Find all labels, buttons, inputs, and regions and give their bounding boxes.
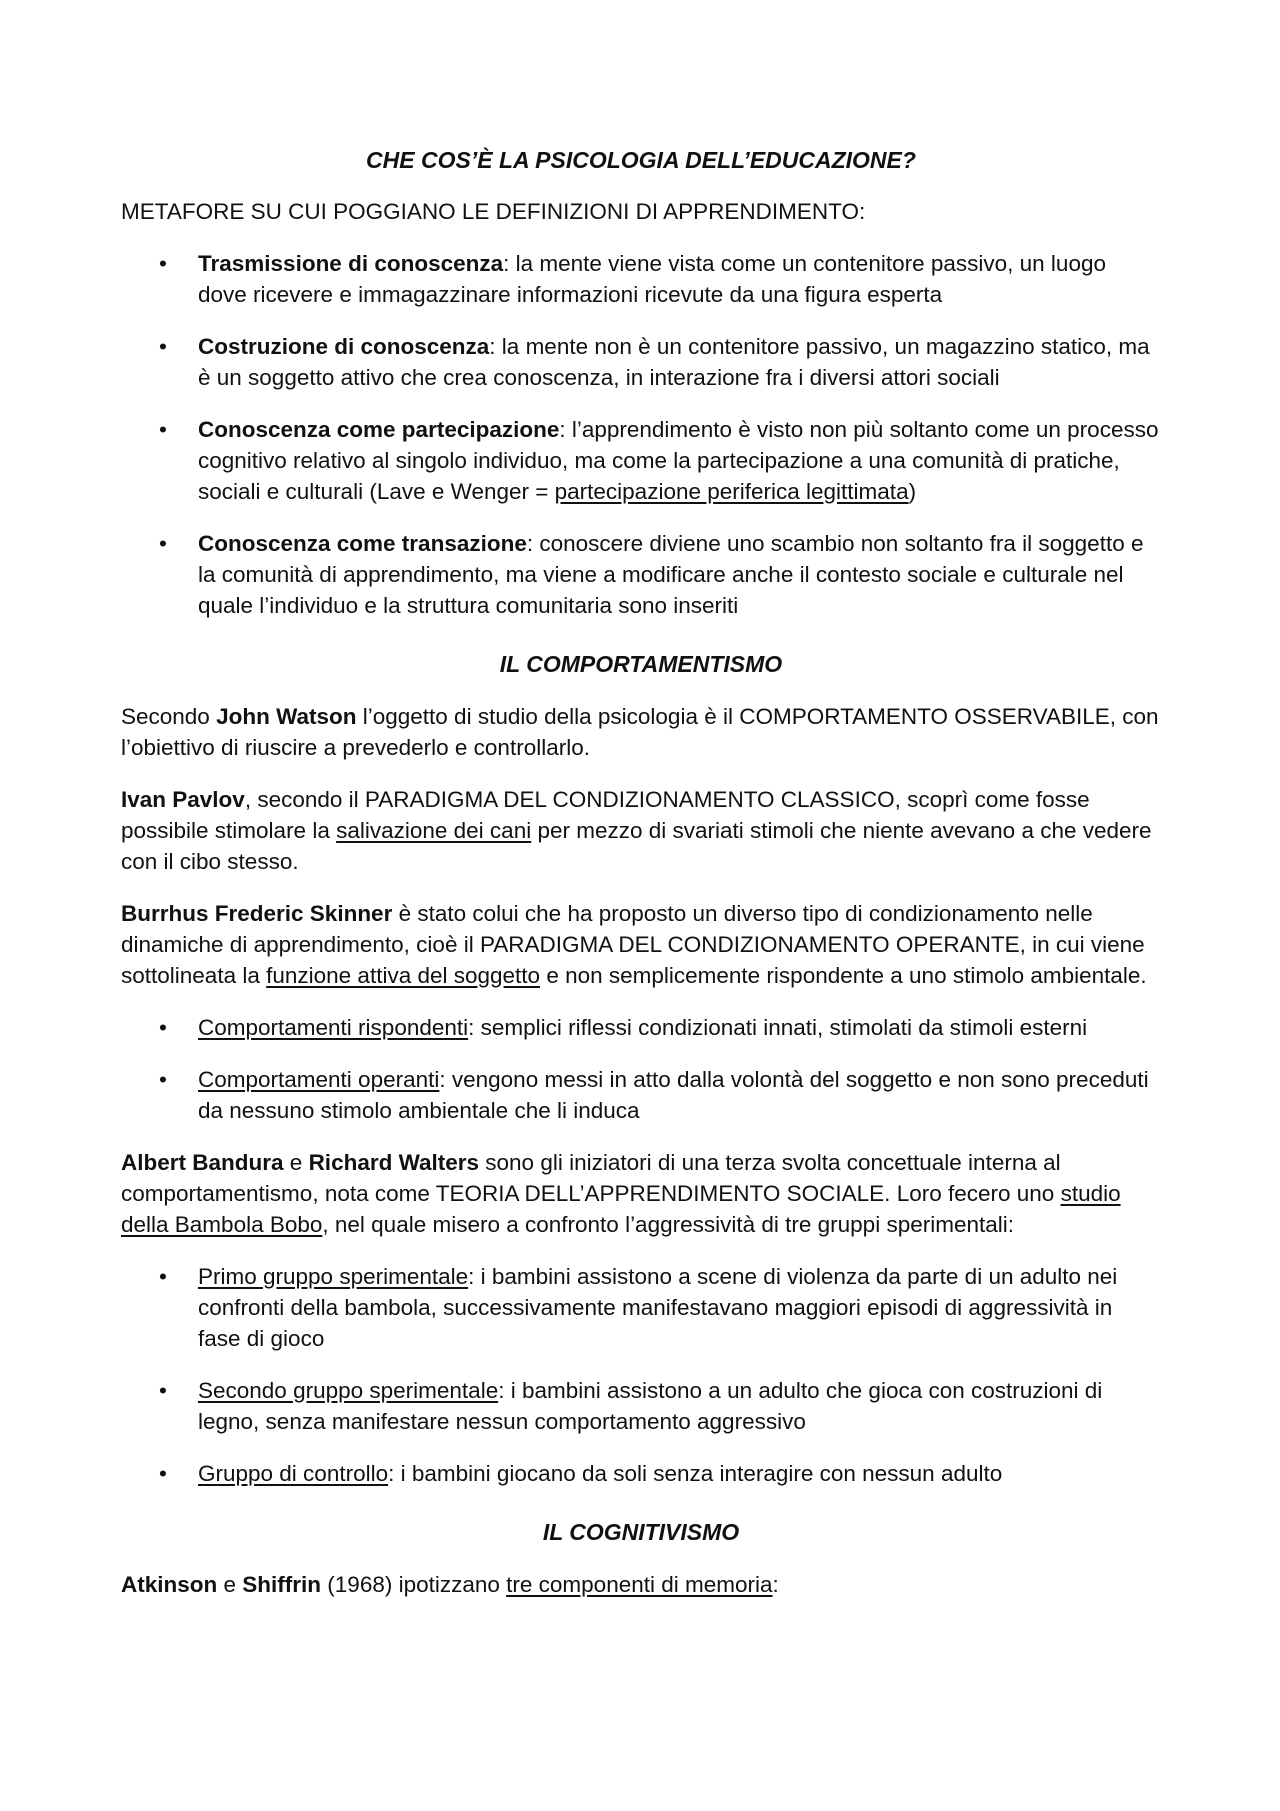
text-span: e xyxy=(283,1150,309,1175)
term: Conoscenza come partecipazione xyxy=(198,417,560,442)
author-name: Albert Bandura xyxy=(121,1150,284,1175)
paragraph-watson xyxy=(121,701,1161,763)
skinner-list xyxy=(121,1012,1161,1126)
intro-heading: METAFORE SU CUI POGGIANO LE DEFINIZIONI DI APPRENDIMENTO: xyxy=(121,199,866,224)
list-item xyxy=(121,1261,1161,1354)
underlined-phrase: partecipazione periferica legittimata xyxy=(554,479,909,504)
text-span: l’oggetto di studio della psicologia è il COMPORTAMENTO OSSERVABILE, con l’obiettivo di riuscire a prevederlo e controllarlo. xyxy=(121,704,1159,760)
document-content xyxy=(121,145,1161,1621)
text-span: è stato colui che ha proposto un diverso tipo di condizionamento nelle dinamiche di apprendimento, cioè il PARADIGMA DEL CONDIZIONAMENTO OPERANTE, in cui viene sottolineata la xyxy=(121,901,1145,988)
bullet-icon: • xyxy=(159,417,167,442)
text-span: e non semplicemente rispondente a uno stimolo ambientale. xyxy=(540,963,1147,988)
list-item xyxy=(121,1375,1161,1437)
text-span: , secondo il PARADIGMA DEL CONDIZIONAMENTO CLASSICO, scoprì come fosse possibile stimolare la xyxy=(121,787,1090,843)
definition: : i bambini assistono a scene di violenza da parte di un adulto nei confronti della bambola, successivamente manifestavano maggiori episodi di aggressività in fase di gioco xyxy=(198,1264,1118,1351)
list-item xyxy=(121,528,1161,621)
term: Conoscenza come transazione xyxy=(198,531,527,556)
underlined-phrase: tre componenti di memoria xyxy=(506,1572,773,1597)
paragraph-pavlov xyxy=(121,784,1161,877)
metafore-list xyxy=(121,248,1161,621)
term: Gruppo di controllo xyxy=(198,1461,389,1486)
text-span: sono gli iniziatori di una terza svolta concettuale interna al comportamentismo, nota come TEORIA DELL’APPRENDIMENTO SOCIALE. Loro fecero uno xyxy=(121,1150,1061,1206)
definition: : i bambini giocano da soli senza interagire con nessun adulto xyxy=(388,1461,1003,1486)
list-item xyxy=(121,331,1161,393)
definition: : vengono messi in atto dalla volontà del soggetto e non sono preceduti da nessuno stimolo ambientale che li induca xyxy=(198,1067,1149,1123)
paragraph-bandura xyxy=(121,1147,1161,1240)
text-span: : xyxy=(772,1572,779,1597)
page-title: CHE COS’È LA PSICOLOGIA DELL’EDUCAZIONE? xyxy=(366,147,916,173)
underlined-phrase: salivazione dei cani xyxy=(336,818,532,843)
list-item xyxy=(121,1458,1161,1489)
definition: : semplici riflessi condizionati innati, stimolati da stimoli esterni xyxy=(468,1015,1088,1040)
paragraph-skinner xyxy=(121,898,1161,991)
text-span: , nel quale misero a confronto l’aggressività di tre gruppi sperimentali: xyxy=(322,1212,1014,1237)
bullet-icon: • xyxy=(159,251,167,276)
section-heading-comportamentismo: IL COMPORTAMENTISMO xyxy=(499,651,783,677)
author-name: Atkinson xyxy=(121,1572,218,1597)
definition: : l’apprendimento è visto non più soltanto come un processo cognitivo relativo al singolo individuo, ma come la partecipazione a una comunità di pratiche, sociali e culturali (Lave e Wenger = xyxy=(198,417,1159,504)
term: Comportamenti operanti xyxy=(198,1067,440,1092)
bandura-list xyxy=(121,1261,1161,1489)
paragraph-atkinson xyxy=(121,1569,1161,1600)
list-item xyxy=(121,1012,1161,1043)
underlined-phrase: funzione attiva del soggetto xyxy=(266,963,541,988)
bullet-icon: • xyxy=(159,1015,167,1040)
bullet-icon: • xyxy=(159,1461,167,1486)
list-item xyxy=(121,414,1161,507)
underlined-phrase: studio della Bambola Bobo xyxy=(121,1181,1121,1237)
definition: : la mente non è un contenitore passivo, un magazzino statico, ma è un soggetto attivo che crea conoscenza, in interazione fra i diversi attori sociali xyxy=(198,334,1150,390)
bullet-icon: • xyxy=(159,1378,167,1403)
author-name: Shiffrin xyxy=(242,1572,322,1597)
list-item xyxy=(121,248,1161,310)
author-name: Burrhus Frederic Skinner xyxy=(121,901,393,926)
closing-paren: ) xyxy=(908,479,917,504)
author-name: John Watson xyxy=(216,704,357,729)
bullet-icon: • xyxy=(159,334,167,359)
bullet-icon: • xyxy=(159,1067,167,1092)
bullet-icon: • xyxy=(159,531,167,556)
definition: : la mente viene vista come un contenitore passivo, un luogo dove ricevere e immagazzinare informazioni ricevute da una figura esperta xyxy=(198,251,1106,307)
author-name: Richard Walters xyxy=(308,1150,480,1175)
bullet-icon: • xyxy=(159,1264,167,1289)
section-heading-cognitivismo: IL COGNITIVISMO xyxy=(542,1519,740,1545)
term: Secondo gruppo sperimentale xyxy=(198,1378,499,1403)
term: Costruzione di conoscenza xyxy=(198,334,490,359)
text-span: e xyxy=(217,1572,243,1597)
definition: : conoscere diviene uno scambio non soltanto fra il soggetto e la comunità di apprendimento, ma viene a modificare anche il contesto sociale e culturale nel quale l’individuo e la struttura comunitaria sono inseriti xyxy=(198,531,1144,618)
term: Comportamenti rispondenti xyxy=(198,1015,469,1040)
term: Trasmissione di conoscenza xyxy=(198,251,504,276)
text-span: per mezzo di svariati stimoli che niente avevano a che vedere con il cibo stesso. xyxy=(121,818,1152,874)
term: Primo gruppo sperimentale xyxy=(198,1264,469,1289)
text-span: Secondo xyxy=(121,704,217,729)
list-item xyxy=(121,1064,1161,1126)
definition: : i bambini assistono a un adulto che gioca con costruzioni di legno, senza manifestare nessun comportamento aggressivo xyxy=(198,1378,1103,1434)
text-span: (1968) ipotizzano xyxy=(321,1572,507,1597)
author-name: Ivan Pavlov xyxy=(121,787,245,812)
